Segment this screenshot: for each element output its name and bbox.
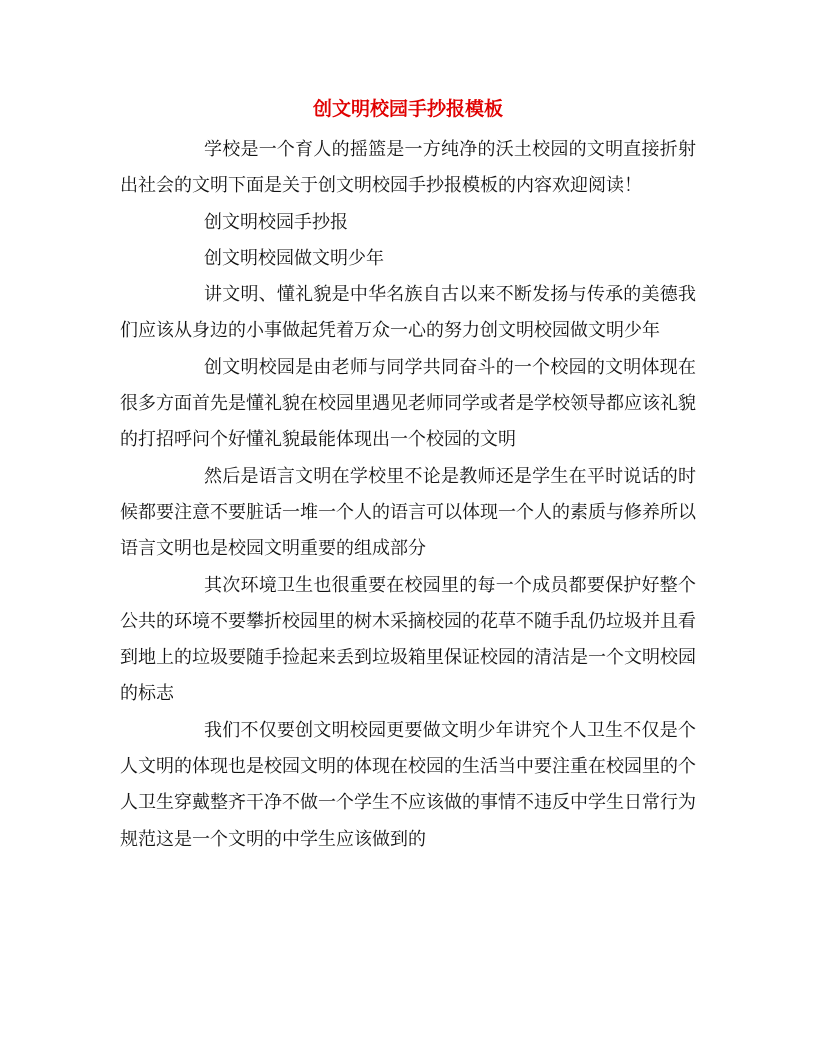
paragraph-intro: 学校是一个育人的摇篮是一方纯净的沃土校园的文明直接折射出社会的文明下面是关于创文明校园手抄报模板的内容欢迎阅读！ — [120, 139, 696, 197]
paragraph-4: 其次环境卫生也很重要在校园里的每一个成员都要保护好整个公共的环境不要攀折校园里的树木采摘校园的花草不随手乱仍垃圾并且看到地上的垃圾要随手捡起来丢到垃圾箱里保证校园的清洁是一个文明校园的标志 — [120, 574, 696, 705]
paragraph-heading-2: 创文明校园做文明少年 — [204, 247, 384, 269]
paragraph-2: 创文明校园是由老师与同学共同奋斗的一个校园的文明体现在很多方面首先是懂礼貌在校园里遇见老师同学或者是学校领导都应该礼貌的打招呼问个好懂礼貌最能体现出一个校园的文明 — [120, 356, 696, 451]
paragraph-1: 讲文明、懂礼貌是中华名族自古以来不断发扬与传承的美德我们应该从身边的小事做起凭着万众一心的努力创文明校园做文明少年 — [120, 284, 696, 342]
paragraph-3: 然后是语言文明在学校里不论是教师还是学生在平时说话的时候都要注意不要脏话一堆一个人的语言可以体现一个人的素质与修养所以语言文明也是校园文明重要的组成部分 — [120, 465, 696, 560]
document-body — [120, 132, 696, 858]
paragraph-5: 我们不仅要创文明校园更要做文明少年讲究个人卫生不仅是个人文明的体现也是校园文明的体现在校园的生活当中要注重在校园里的个人卫生穿戴整齐干净不做一个学生不应该做的事情不违反中学生日常行为规范这是一个文明的中学生应该做到的 — [120, 719, 696, 850]
paragraph-heading-1: 创文明校园手抄报 — [204, 211, 348, 233]
document-title: 创文明校园手抄报模板 — [312, 98, 503, 120]
